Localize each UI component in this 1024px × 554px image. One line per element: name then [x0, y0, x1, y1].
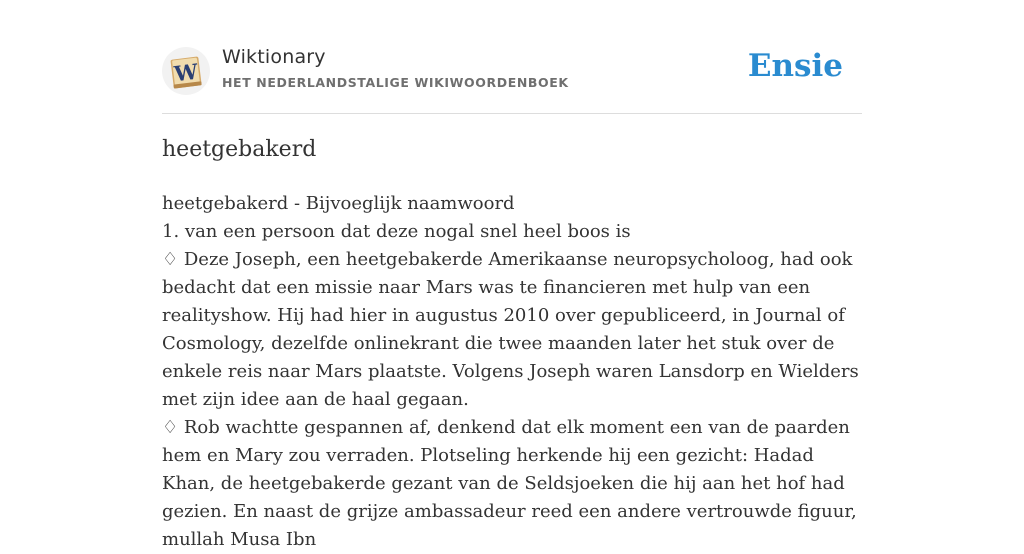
example-sentence: ♢ Rob wachtte gespannen af, denkend dat elk moment een van de paarden hem en Mary zou verraden. Plotseling herkende hij een gezicht: Hadad Khan, de heetgebakerde gezant van de Seldsjoeken die hij aan het hof had gezien. En naast de grijze ambassadeur reed een andere vertrouwde figuur, mullah Musa Ibn	[162, 417, 857, 550]
site-tagline: HET NEDERLANDSTALIGE WIKIWOORDENBOEK	[222, 75, 569, 90]
header-divider	[162, 113, 862, 114]
definition: 1. van een persoon dat deze nogal snel heel boos is	[162, 221, 631, 242]
site-header	[162, 44, 862, 100]
logo-letter: W	[172, 58, 200, 87]
wiktionary-logo-icon[interactable]	[162, 47, 210, 95]
ensie-brand-logo[interactable]: Ensie	[747, 48, 843, 84]
entry-content	[162, 190, 868, 554]
entry-title: heetgebakerd	[162, 137, 317, 162]
example-sentence: ♢ Deze Joseph, een heetgebakerde Amerikaanse neuropsycholoog, had ook bedacht dat een missie naar Mars was te financieren met hulp van een realityshow. Hij had hier in augustus 2010 over gepubliceerd, in Journal of Cosmology, dezelfde onlinekrant die twee maanden later het stuk over de enkele reis naar Mars plaatste. Volgens Joseph waren Lansdorp en Wielders met zijn idee aan de haal gegaan.	[162, 249, 859, 410]
word-class-line: heetgebakerd - Bijvoeglijk naamwoord	[162, 193, 515, 214]
site-name[interactable]: Wiktionary	[222, 46, 326, 68]
